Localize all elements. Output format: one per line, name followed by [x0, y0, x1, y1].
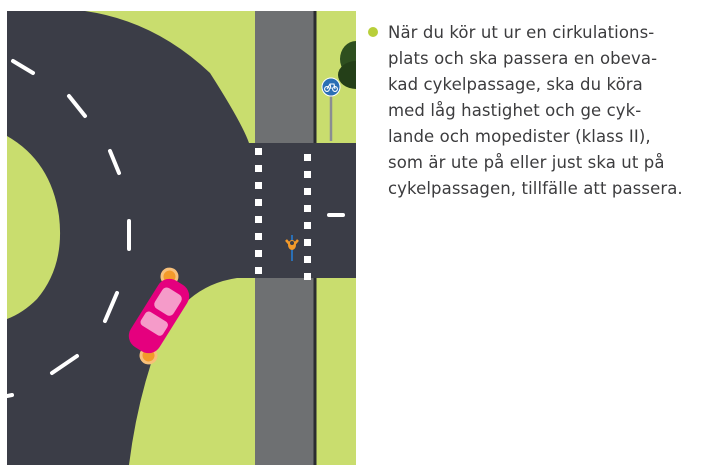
text-line: lande och mopedister (klass II),: [388, 127, 651, 146]
text-line: med låg hastighet och ge cyk-: [388, 101, 642, 120]
instruction-paragraph: [388, 20, 701, 202]
text-line: som är ute på eller just ska ut på: [388, 153, 665, 172]
cycle-path: [255, 11, 315, 143]
traffic-illustration: [7, 11, 356, 465]
bullet-dot-icon: [368, 27, 378, 37]
text-line: När du kör ut ur en cirkulations-: [388, 23, 655, 42]
text-line: kad cykelpassage, ska du köra: [388, 75, 643, 94]
text-line: cykelpassagen, tillfälle att passera.: [388, 179, 683, 198]
cycle-path: [255, 278, 315, 465]
instruction-text: [366, 20, 701, 202]
text-line: plats och ska passera en obeva-: [388, 49, 658, 68]
